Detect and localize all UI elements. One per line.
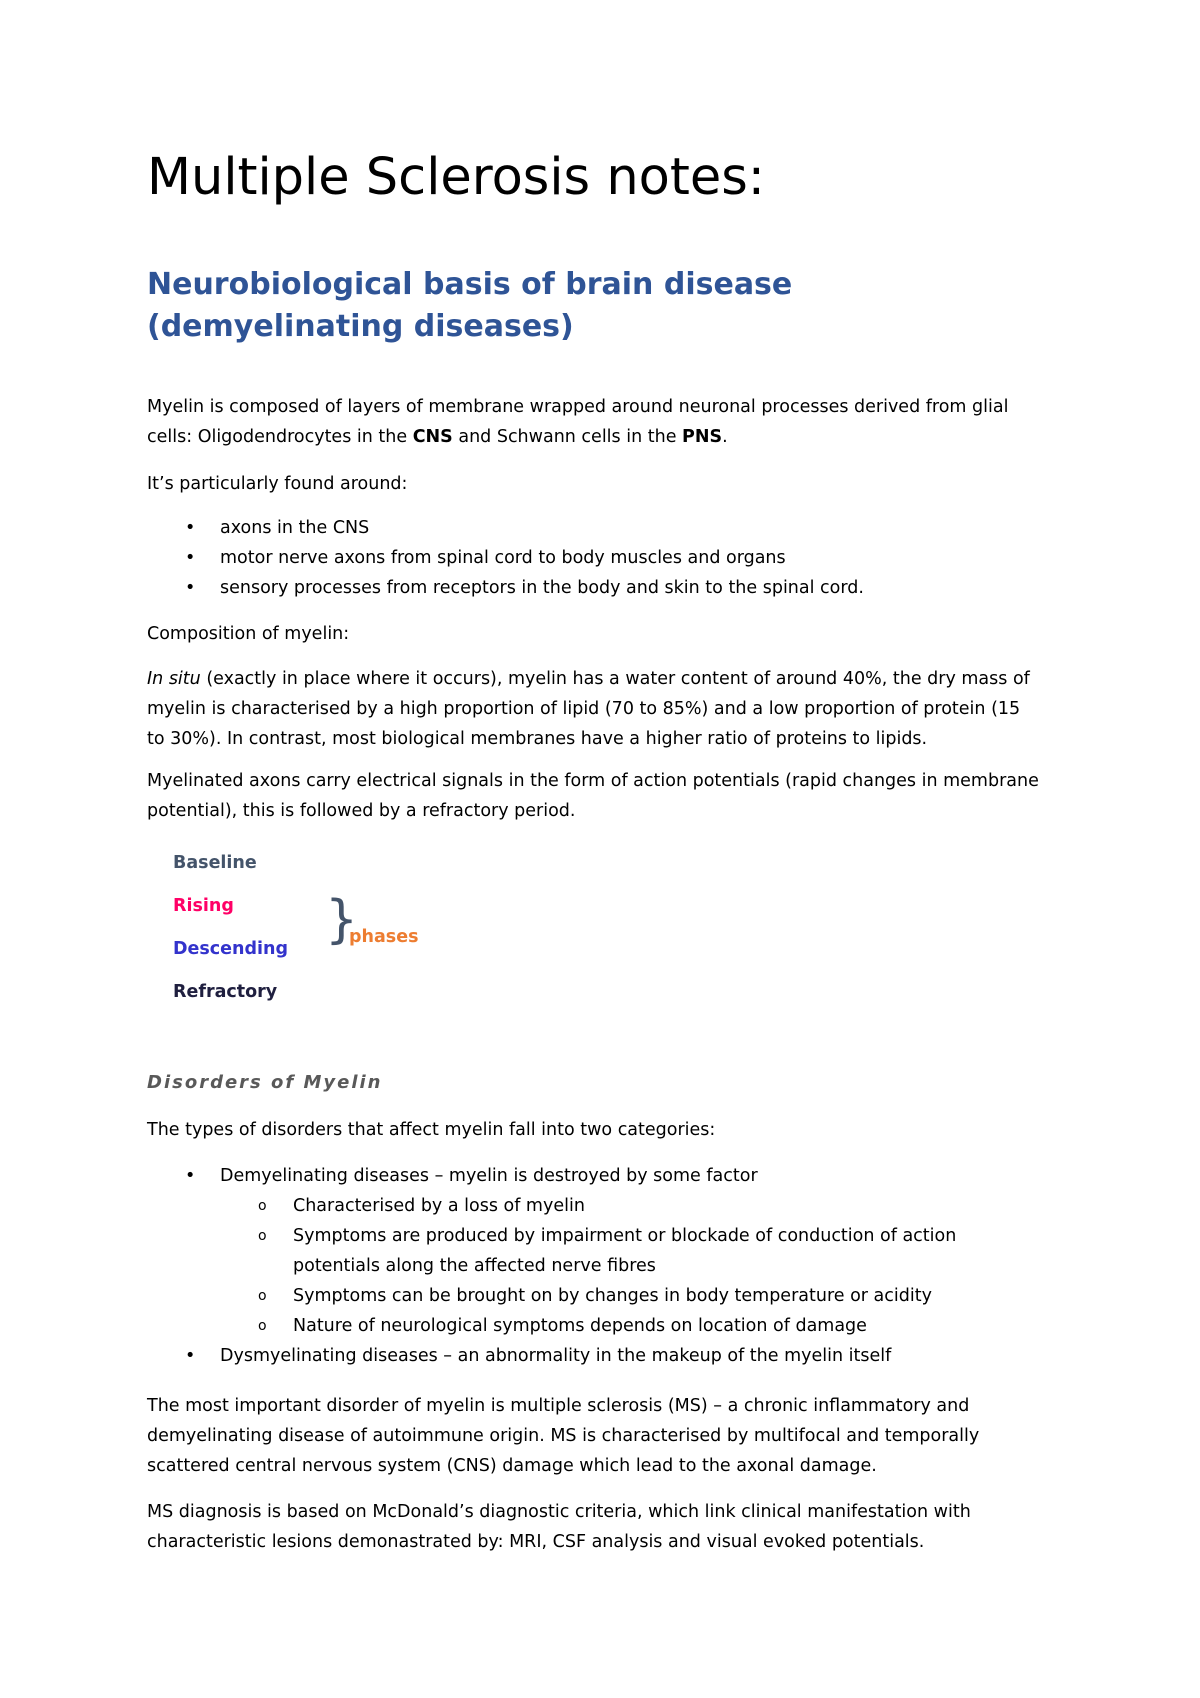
myelinated-line-2: potential), this is followed by a refractory period.	[147, 801, 576, 821]
myelinated-line-1: Myelinated axons carry electrical signals in the form of action potentials (rapid changes in membrane	[147, 771, 1039, 791]
sub-list-item-text: potentials along the affected nerve fibres	[293, 1256, 656, 1276]
intro-line-1: Myelin is composed of layers of membrane wrapped around neuronal processes derived from glial	[147, 397, 1009, 417]
found-around-list	[147, 513, 1067, 603]
ms-line-1: The most important disorder of myelin is multiple sclerosis (MS) – a chronic inflammatory and	[147, 1396, 970, 1416]
disorders-list	[147, 1161, 1067, 1371]
sub-list-item	[147, 1281, 1067, 1311]
sub-bullet-icon: o	[258, 1228, 267, 1244]
sub-list-item-continuation	[147, 1251, 1067, 1281]
demyelinating-sub-list	[147, 1191, 1067, 1341]
intro-text: and Schwann cells in the	[452, 427, 683, 447]
sub-list-item	[147, 1221, 1067, 1251]
phase-baseline: Baseline	[173, 853, 257, 873]
bullet-icon: •	[185, 1346, 196, 1366]
intro-text: cells: Oligodendrocytes in the	[147, 427, 413, 447]
bullet-icon: •	[185, 1166, 196, 1186]
phase-rising: Rising	[173, 896, 234, 916]
disorders-heading: Disorders of Myelin	[147, 1072, 383, 1093]
ms-paragraph	[147, 1391, 1067, 1481]
list-item-text: Dysmyelinating diseases – an abnormality in the makeup of the myelin itself	[220, 1346, 892, 1366]
sub-bullet-icon: o	[258, 1318, 267, 1334]
composition-text: (exactly in place where it occurs), myelin has a water content of around 40%, the dry mass of	[200, 669, 1030, 689]
composition-line-1	[147, 664, 1067, 694]
myelinated-paragraph	[147, 766, 1067, 826]
list-item-text: sensory processes from receptors in the body and skin to the spinal cord.	[220, 578, 864, 598]
sub-list-container	[147, 1191, 1067, 1341]
page-title: Multiple Sclerosis notes:	[147, 148, 765, 207]
intro-paragraph	[147, 392, 1067, 452]
list-item-text: Demyelinating diseases – myelin is destroyed by some factor	[220, 1166, 758, 1186]
sub-list-item	[147, 1191, 1067, 1221]
diagnosis-paragraph	[147, 1497, 1067, 1557]
section-heading: Neurobiological basis of brain disease (demyelinating diseases)	[147, 267, 793, 344]
list-item-text: axons in the CNS	[220, 518, 370, 538]
cns-term: CNS	[412, 427, 453, 447]
phase-descending: Descending	[173, 939, 289, 959]
sub-list-item-text: Symptoms are produced by impairment or blockade of conduction of action	[293, 1226, 957, 1246]
ms-line-3: scattered central nervous system (CNS) damage which lead to the axonal damage.	[147, 1456, 877, 1476]
sub-bullet-icon: o	[258, 1198, 267, 1214]
sub-list-item	[147, 1311, 1067, 1341]
list-item-text: motor nerve axons from spinal cord to body muscles and organs	[220, 548, 786, 568]
disorders-intro: The types of disorders that affect myelin fall into two categories:	[147, 1120, 716, 1140]
sub-list-item-text: Nature of neurological symptoms depends on location of damage	[293, 1316, 867, 1336]
composition-line-2: myelin is characterised by a high proportion of lipid (70 to 85%) and a low proportion of protein (15	[147, 699, 1021, 719]
found-around-heading: It’s particularly found around:	[147, 474, 408, 494]
list-item	[147, 543, 1067, 573]
list-item	[147, 1341, 1067, 1371]
intro-line-2	[147, 422, 1067, 452]
phase-refractory: Refractory	[173, 982, 278, 1002]
list-item	[147, 573, 1067, 603]
diagnosis-line-2: characteristic lesions demonastrated by: MRI, CSF analysis and visual evoked potentials.	[147, 1532, 925, 1552]
bullet-icon: •	[185, 518, 196, 538]
bullet-icon: •	[185, 578, 196, 598]
sub-bullet-icon: o	[258, 1288, 267, 1304]
intro-text: .	[722, 427, 728, 447]
bullet-icon: •	[185, 548, 196, 568]
brace-icon: }	[325, 890, 359, 950]
in-situ-term: In situ	[147, 669, 201, 689]
diagnosis-line-1: MS diagnosis is based on McDonald’s diagnostic criteria, which link clinical manifestation with	[147, 1502, 971, 1522]
sub-list-item-text: Characterised by a loss of myelin	[293, 1196, 585, 1216]
pns-term: PNS	[682, 427, 723, 447]
composition-line-3: to 30%). In contrast, most biological membranes have a higher ratio of proteins to lipids.	[147, 729, 928, 749]
sub-list-item-text: Symptoms can be brought on by changes in body temperature or acidity	[293, 1286, 932, 1306]
list-item	[147, 513, 1067, 543]
composition-heading: Composition of myelin:	[147, 624, 350, 644]
ms-line-2: demyelinating disease of autoimmune origin. MS is characterised by multifocal and temporally	[147, 1426, 980, 1446]
list-item	[147, 1161, 1067, 1191]
phases-label: phases	[349, 927, 419, 947]
composition-paragraph	[147, 664, 1067, 754]
